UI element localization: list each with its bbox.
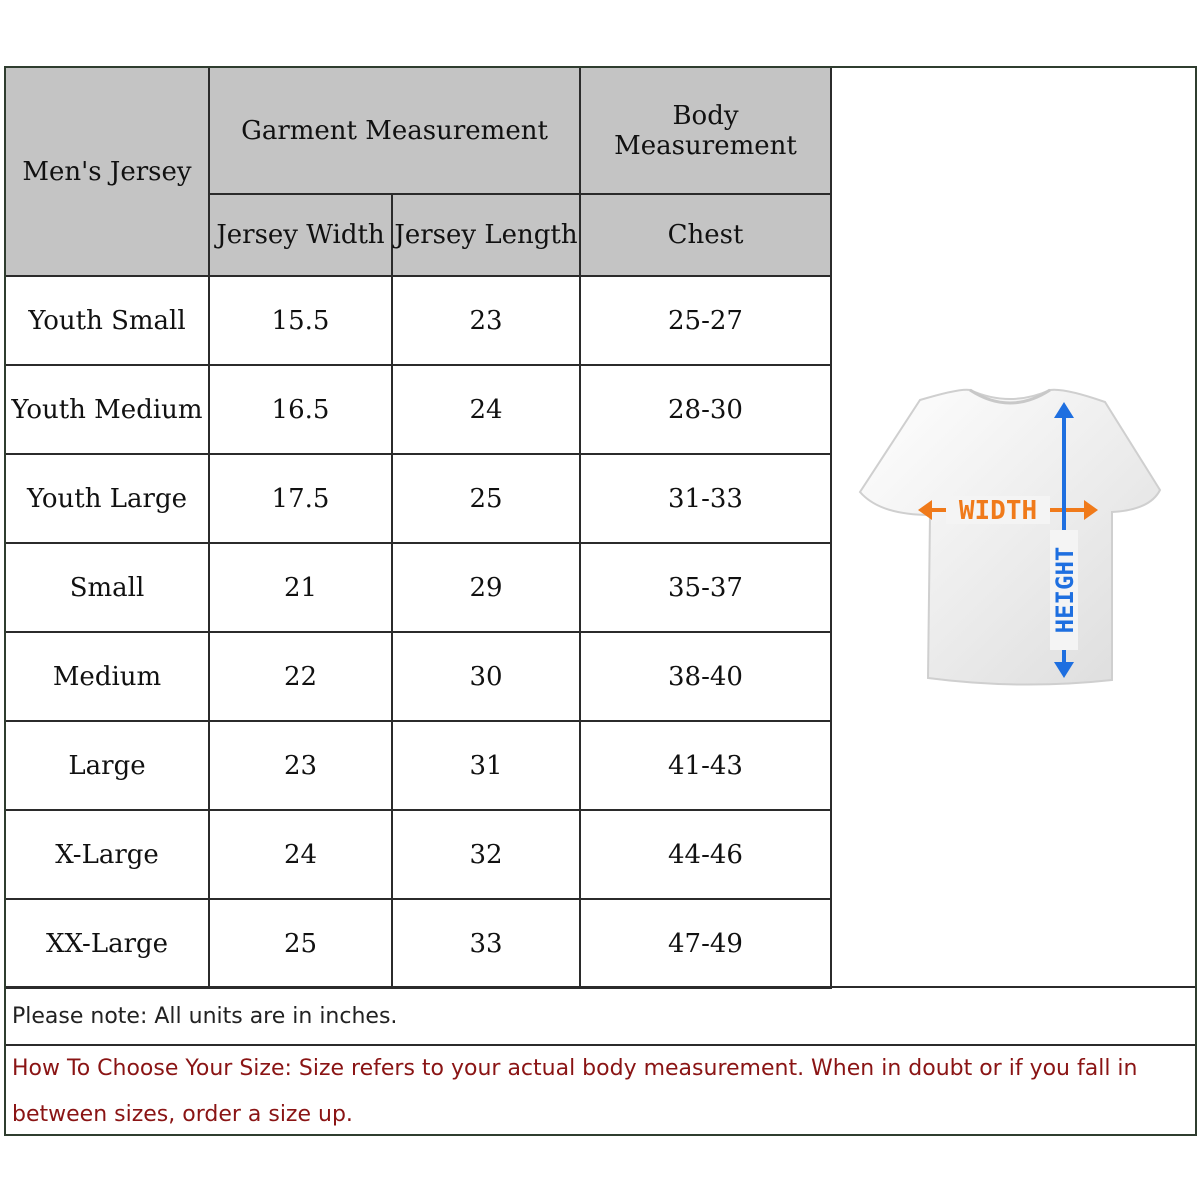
jersey-width-cell: 17.5 <box>209 454 392 543</box>
chest-cell: 44-46 <box>580 810 831 899</box>
chest-cell: 28-30 <box>580 365 831 454</box>
units-note: Please note: All units are in inches. <box>6 986 1195 1046</box>
jersey-length-cell: 24 <box>392 365 580 454</box>
table-row <box>6 632 831 721</box>
width-label: WIDTH <box>958 496 1038 526</box>
table-row <box>6 721 831 810</box>
table-row <box>6 454 831 543</box>
size-cell: X-Large <box>6 810 209 899</box>
size-cell: Small <box>6 543 209 632</box>
table-row <box>6 810 831 899</box>
jersey-width-cell: 15.5 <box>209 276 392 365</box>
garment-measurement-header: Garment Measurement <box>209 68 580 194</box>
column-header-jersey-length: Jersey Length <box>392 194 580 276</box>
jersey-length-cell: 23 <box>392 276 580 365</box>
size-cell: XX-Large <box>6 899 209 988</box>
table-row <box>6 276 831 365</box>
jersey-length-cell: 25 <box>392 454 580 543</box>
notes-section <box>6 986 1195 1138</box>
size-cell: Youth Large <box>6 454 209 543</box>
size-table <box>6 68 832 989</box>
jersey-length-cell: 31 <box>392 721 580 810</box>
jersey-length-cell: 29 <box>392 543 580 632</box>
size-cell: Youth Small <box>6 276 209 365</box>
body-measurement-header: Body Measurement <box>580 68 831 194</box>
size-cell: Youth Medium <box>6 365 209 454</box>
jersey-length-cell: 33 <box>392 899 580 988</box>
chest-cell: 47-49 <box>580 899 831 988</box>
jersey-length-cell: 30 <box>392 632 580 721</box>
table-row <box>6 543 831 632</box>
size-cell: Large <box>6 721 209 810</box>
chest-cell: 41-43 <box>580 721 831 810</box>
chest-cell: 25-27 <box>580 276 831 365</box>
chest-cell: 38-40 <box>580 632 831 721</box>
column-header-chest: Chest <box>580 194 831 276</box>
jersey-width-cell: 21 <box>209 543 392 632</box>
jersey-width-cell: 22 <box>209 632 392 721</box>
jersey-width-cell: 16.5 <box>209 365 392 454</box>
corner-header: Men's Jersey <box>6 68 209 276</box>
chest-cell: 31-33 <box>580 454 831 543</box>
jersey-length-cell: 32 <box>392 810 580 899</box>
chest-cell: 35-37 <box>580 543 831 632</box>
table-row <box>6 899 831 988</box>
table-row <box>6 365 831 454</box>
height-label: HEIGHT <box>1051 546 1079 634</box>
tshirt-measurement-diagram <box>850 380 1170 690</box>
tshirt-icon <box>860 390 1160 685</box>
jersey-width-cell: 24 <box>209 810 392 899</box>
size-cell: Medium <box>6 632 209 721</box>
how-to-choose-note: How To Choose Your Size: Size refers to your actual body measurement. When in doubt or if you fall in between sizes, order a size up. <box>12 1056 1138 1127</box>
jersey-width-cell: 25 <box>209 899 392 988</box>
jersey-width-cell: 23 <box>209 721 392 810</box>
column-header-jersey-width: Jersey Width <box>209 194 392 276</box>
